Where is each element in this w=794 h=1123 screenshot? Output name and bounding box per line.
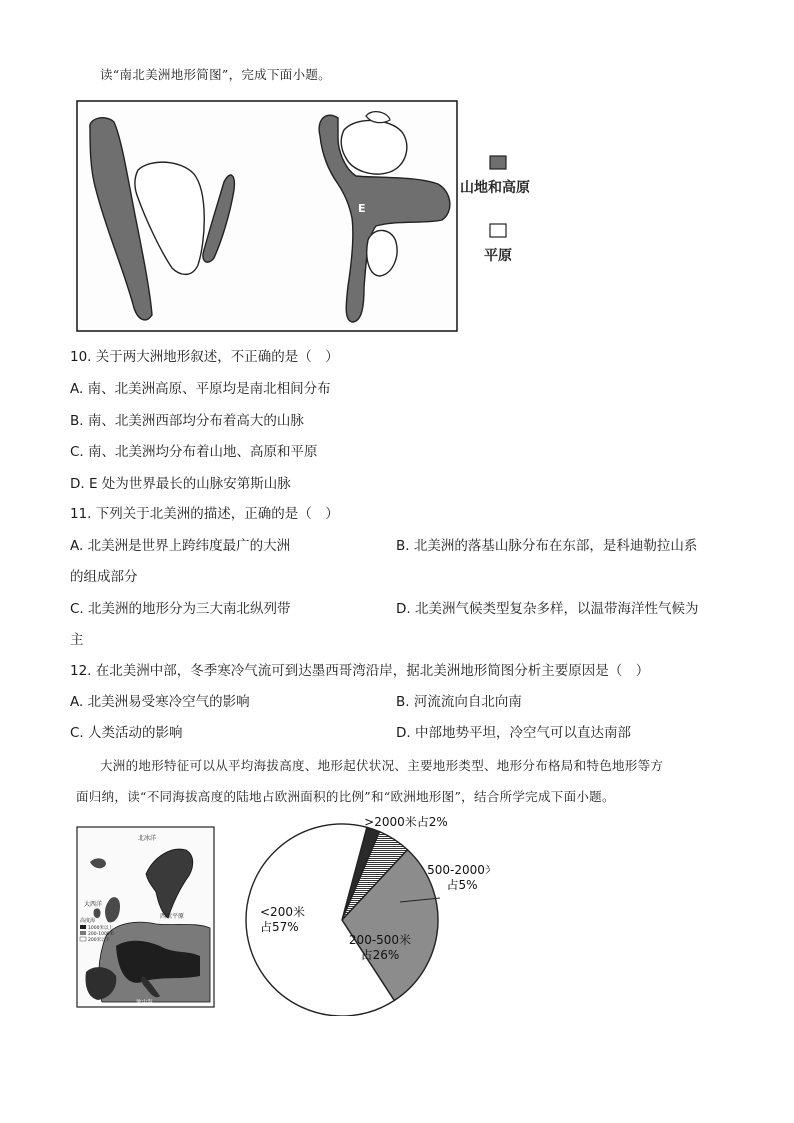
intro-text-2-line1: 大洲的地形特征可以从平均海拔高度、地形起伏状况、主要地形类型、地形分布格局和特色地形等方 [100, 758, 664, 773]
q11-stem: 11. 下列关于北美洲的描述，正确的是（ ） [70, 506, 339, 522]
legend-plain-swatch [490, 224, 506, 237]
intro-text-2-line2: 面归纳，读“不同海拔高度的陆地占欧洲面积的比例”和“欧洲地形图”，结合所学完成下面小题。 [76, 789, 615, 804]
legend-swatch-2 [80, 931, 86, 935]
q12-option-d: D. 中部地势平坦，冷空气可以直达南部 [396, 725, 631, 741]
europe-elevation-pie-chart [230, 810, 490, 1020]
q11-option-b: B. 北美洲的落基山脉分布在东部，是科迪勒拉山系 [396, 538, 698, 554]
pie-label-1: 200-500米 [348, 933, 412, 947]
legend-plain-label: 平原 [484, 248, 512, 264]
ocean-atlantic-label: 大西洋 [84, 901, 103, 908]
americas-terrain-map [76, 100, 548, 340]
label-e: E [358, 202, 366, 215]
q11-option-d-cont: 主 [70, 632, 84, 648]
q11-option-a: A. 北美洲是世界上跨纬度最广的大洲 [70, 538, 291, 554]
ireland-shape [94, 908, 101, 918]
q12-option-b: B. 河流流向自北向南 [396, 694, 522, 710]
q10-option-d: D. E 处为世界最长的山脉安第斯山脉 [70, 476, 291, 492]
legend-swatch-3 [80, 937, 86, 941]
legend-mountain-label: 山地和高原 [460, 180, 530, 196]
q12-stem: 12. 在北美洲中部，冬季寒冷气流可到达墨西哥湾沿岸，据北美洲地形简图分析主要原因是（ ） [70, 663, 650, 679]
q10-stem: 10. 关于两大洲地形叙述，不正确的是（ ） [70, 349, 339, 365]
ocean-north-label: 北冰洋 [138, 835, 157, 842]
q11-option-c: C. 北美洲的地形分为三大南北纵列带 [70, 601, 291, 617]
legend-label-3: 200米以下 [88, 938, 111, 943]
legend-label-2: 200-1000米 [88, 932, 115, 937]
legend-swatch-1 [80, 925, 86, 929]
q10-option-c: C. 南、北美洲均分布着山地、高原和平原 [70, 444, 318, 460]
pie-share-label-1: 占26% [360, 948, 400, 962]
europe-terrain-map [76, 826, 216, 1014]
legend-title: 高度海 [80, 918, 96, 924]
pie-label-0: <200米 [260, 905, 305, 919]
pie-share-label-2: 占5% [446, 878, 478, 892]
intro-text-1: 读“南北美洲地形简图”，完成下面小题。 [100, 67, 331, 82]
pie-share-label-0: 占57% [260, 920, 299, 934]
q11-option-b-cont: 的组成部分 [70, 569, 138, 585]
legend-mountain-swatch [490, 156, 506, 169]
q10-option-b: B. 南、北美洲西部均分布着高大的山脉 [70, 413, 304, 429]
q11-option-d: D. 北美洲气候类型复杂多样，以温带海洋性气候为 [396, 601, 699, 617]
region-label: 西欧平原 [160, 913, 185, 920]
sea-mediterranean-label: 地中海 [136, 1000, 153, 1006]
q12-option-c: C. 人类活动的影响 [70, 725, 183, 741]
legend-label-1: 1000米以上 [88, 926, 113, 931]
q10-option-a: A. 南、北美洲高原、平原均是南北相间分布 [70, 381, 331, 397]
pie-label-3: >2000米占2% [364, 815, 448, 829]
q12-option-a: A. 北美洲易受寒冷空气的影响 [70, 694, 250, 710]
pie-label-2: 500-2000米 [427, 863, 490, 877]
